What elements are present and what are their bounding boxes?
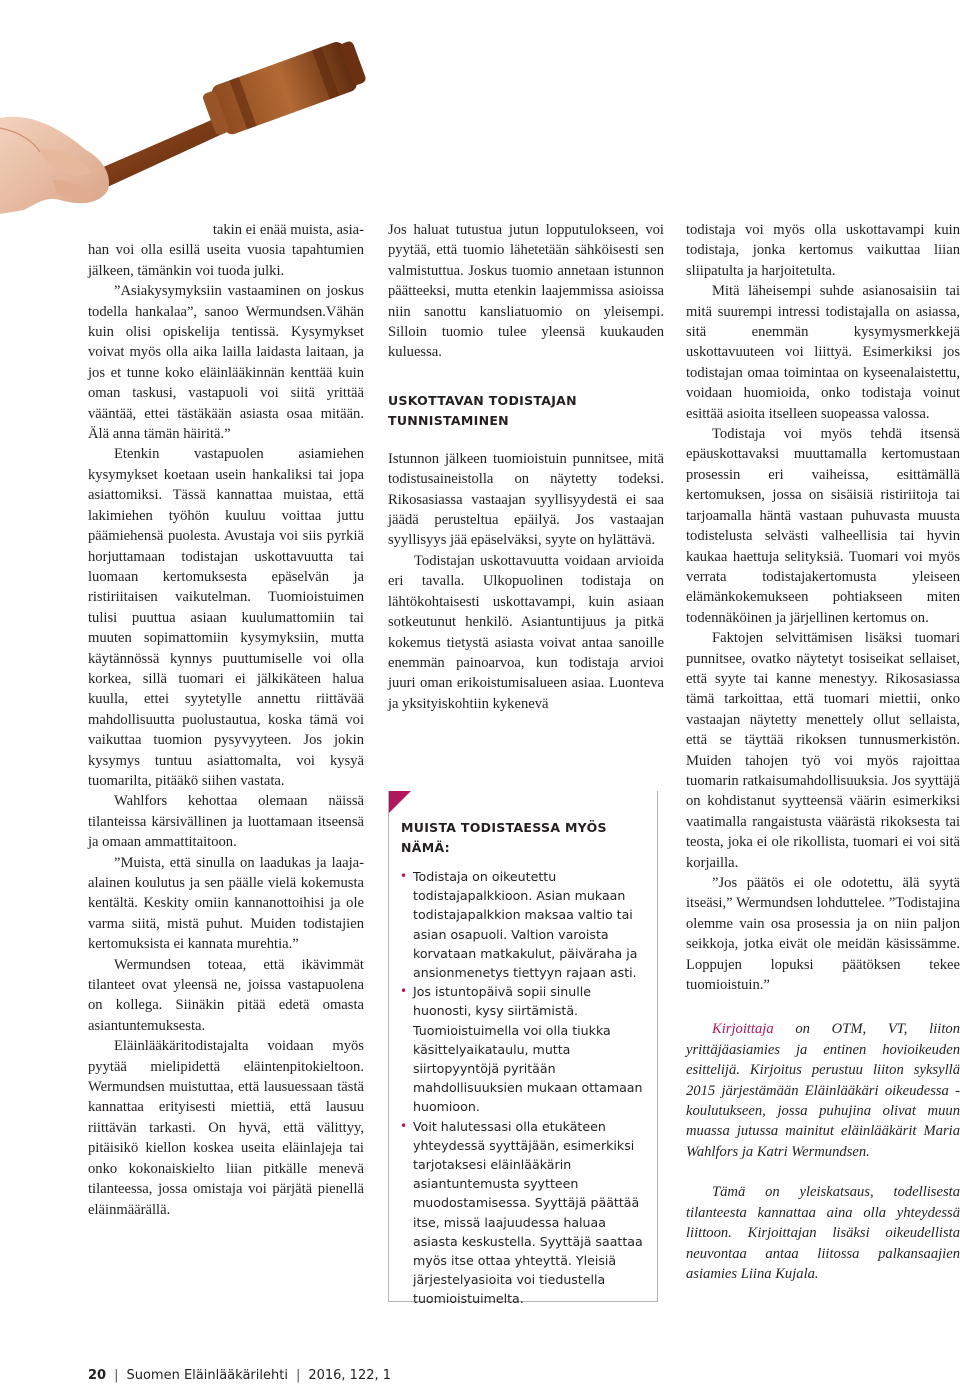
paragraph: han voi olla esillä useita vuosia tapahtumien jälkeen, tämänkin voi tuoda julki. xyxy=(88,242,364,279)
footer-separator: | xyxy=(295,1368,301,1383)
paragraph: Istunnon jälkeen tuomioistuin punnitsee, mitä todistusaineistolla on näytetty todeksi. Rikosasiassa vastaajan syyllisyydestä ei saa jäädä perusteltua epäilyä. Jos vastaajan syyllisyys jää epäselväksi, syyte on hylättävä. xyxy=(388,450,664,549)
reminder-box xyxy=(388,791,658,1307)
paragraph: ”Asiakysymyksiin vastaaminen on joskus todella hankalaa”, sanoo Wermundsen.Vähän kuin olisi opiskelija tentissä. Kysymykset voivat myös olla aika lailla laidasta laitaan, ja jos et tunne koko eläinlääkinnän kenttää kuin oman taskusi, vastapuoli voi siitä yrittää vääntää, ettei tästäkään asiasta osaa mitään. Älä anna tämän häiritä.” xyxy=(88,283,364,443)
article-column-1 xyxy=(88,220,364,1220)
paragraph: Wahlfors kehottaa olemaan näissä tilanteissa kärsivällinen ja luottamaan itseensä ja omaan ammattitaitoon. xyxy=(88,793,364,851)
list-item xyxy=(399,1117,647,1309)
publication-name: Suomen Eläinlääkärilehti xyxy=(126,1368,288,1383)
paragraph: todistaja voi myös olla uskottavampi kuin todistaja, jonka kertomus vaikuttaa liian sliipatulta ja harjoitetulta. xyxy=(686,222,960,279)
paragraph: Todistajan uskottavuutta voidaan arvioida eri tavalla. Ulkopuolinen todistaja on lähtökohtaisesti uskottavampi, kuin asiaan sotkeutunut henkilö. Asiantuntijuus ja pitkä kokemus tietystä asiasta voivat antaa sanoille enemmän painoarvoa, kun todistaja arvioi juuri oman erikoistumisalueen asiaa. Luonteva ja yksityiskohtiin kykenevä xyxy=(388,552,664,712)
paragraph: takin ei enää muista, asia- xyxy=(212,222,364,238)
paragraph: Eläinlääkäritodistajalta voidaan myös pyytää mielipidettä eläintenpitokieltoon. Wermundsen muistuttaa, että lausuessaan tästä kannattaa erityisesti miettiä, että lausuu riittävän tarkasti. On hyvä, että välittyy, pitäisikö kiellon koskea useita eläinlajeja tai onko kokonaiskielto liian pitkälle menevä tilanteessa, jossa omistaja voi pärjätä pienellä eläinmäärällä. xyxy=(88,1038,364,1218)
paragraph: Mitä läheisempi suhde asianosaisiin tai mitä suurempi intressi todistajalla on asiassa, sitä enemmän kysymysmerkkejä uskottavuuteen voi liittyä. Esimerkiksi jos todistajan omaa toimintaa on kyseenalaistettu, voidaan huomioida, onko todistaja voinut esittää asioita itselleen suopeassa valossa. xyxy=(686,283,960,422)
bullet-icon: • xyxy=(400,1118,408,1133)
paragraph: Faktojen selvittämisen lisäksi tuomari punnitsee, ovatko näytetyt tosiseikat sellaiset, että syyte tai kanne menestyy. Rikosasiassa tämä tarkoittaa, että tuomari miettii, onko vastaajan näytetty menettely ollut sellaista, että se täyttää rikoksen tunnusmerkistön. Muiden tahojen työ voi myös rajoittaa tuomarin ratkaisumahdollisuuksia. Jos syyttäjä on kohdistanut syytteensä väärin esimerkiksi vaatimalla rangaistusta väärästä rikoksesta tai teosta, joka ei ole rikollista, tuomari ei voi sitä korjailla. xyxy=(686,630,960,871)
article-column-3 xyxy=(686,220,960,1284)
author-note xyxy=(686,1019,960,1162)
gavel-illustration xyxy=(0,0,400,230)
section-heading: USKOTTAVAN TODISTAJAN TUNNISTAMINEN xyxy=(388,392,577,428)
paragraph: Etenkin vastapuolen asiamiehen kysymykset koetaan usein hankaliksi tai jopa asiattomiksi. Tässä kannattaa muistaa, että lakimiehen työhön kuuluu voittaa juttu päämiehensä puolesta. Avustaja voi siis pyrkiä horjuttamaan todistajan uskottavuutta tai luomaan kertomuksesta epäselvän ja ristiriitaisen vaikutelman. Tuomioistuimen tulisi puuttua asiaan kuulumattomiin tai muuten sopimattomiin kysymyksiin, mutta käytännössä kynnys puuttumiselle voi olla korkea, sillä tuomari ei jälkikäteen halua kuulla, ettei syytetylle annettu riittävää mahdollisuutta puolustautua, koska tämä voi vaikuttaa tuomion pysyvyyteen. Jos jokin kysymys tuntuu asiattomalta, voi kysyä tuomarilta, pitääkö siihen vastata. xyxy=(88,446,364,789)
corner-accent xyxy=(389,791,411,813)
box-title: MUISTA TODISTAESSA MYÖS NÄMÄ: xyxy=(401,820,607,855)
list-item-text: Todistaja on oikeutettu todistajapalkkioon. Asian mukaan todistajapalkkion maksaa valtio tai asian osapuoli. Valtion varoista korvataan matkakulut, päiväraha ja ansionmenetys tiettyyn rajaan asti. xyxy=(413,869,638,981)
paragraph: ”Jos päätös ei ole odotettu, älä syytä itseäsi,” Wermundsen lohduttelee. ”Todistajina olemme vain osa prosessia ja on niin paljon seikkoja, jotka eivät ole meidän käsissämme. Loppujen lopuksi päätöksen tekee tuomioistuin.” xyxy=(686,875,960,994)
issue-info: 2016, 122, 1 xyxy=(308,1368,392,1383)
page-footer xyxy=(88,1367,391,1385)
paragraph: Wermundsen toteaa, että ikävimmät tilanteet ovat yleensä ne, joissa vastapuolena on kollega. Siinäkin pitää edetä omasta asiantuntemuksesta. xyxy=(88,956,364,1034)
list-item xyxy=(399,867,647,982)
disclaimer-note: Tämä on yleiskatsaus, todellisesta tilanteesta kannattaa aina olla yhteydessä liittoon. Kirjoittajan lisäksi oikeudellista neuvontaa antaa liitossa palkansaajien asiamies Liina Kujala. xyxy=(686,1184,960,1282)
page-number: 20 xyxy=(88,1368,107,1383)
bullet-icon: • xyxy=(400,984,408,999)
list-item-text: Jos istuntopäivä sopii sinulle huonosti, kysy siirtämistä. Tuomioistuimella voi olla tiukka käsittelyaikataulu, mutta siirtopyyntöjä pyritään mahdollisuuksien mukaan ottamaan huomioon. xyxy=(413,984,643,1115)
paragraph: ”Muista, että sinulla on laadukas ja laaja-alainen koulutus ja sen päälle vielä kokemusta kentältä. Keskity omiin kannanottoihisi ja ole varma siitä, mistä puhut. Muiden todistajien kertomuksista ei kannata murehtia.” xyxy=(88,854,364,953)
author-note-text: on OTM, VT, liiton yrittäjäasiamies ja entinen hovioikeuden esittelijä. Kirjoitus perustuu liiton syksyllä 2015 järjestämään Eläinlääkäri oikeudessa -koulutukseen, jossa puhujina olivat muun muassa jutussa mainitut eläinlääkärit Maria Wahlfors ja Katri Wermundsen. xyxy=(686,1021,960,1160)
reminder-list xyxy=(399,867,647,1309)
footer-separator: | xyxy=(114,1368,119,1383)
paragraph: Todistaja voi myös tehdä itsensä epäuskottavaksi muuttamalla kertomustaan prosessin eri vaiheissa, esittämällä kertomuksen, jossa on sisäisiä ristiriitoja tai tarjoamalla häntä vastaan puhuvasta muusta todistelusta selvästi valheellisia tai hyvin kaukaa haettuja selityksiä. Tuomari voi myös verrata todistajakertomusta yleiseen elämänkokemukseen pohtiakseen miten todennäköinen ja järjellinen kertomus on. xyxy=(686,426,960,626)
list-item xyxy=(399,982,647,1116)
article-column-2 xyxy=(388,220,664,714)
paragraph: Jos haluat tutustua jutun lopputulokseen, voi pyytää, että tuomio lähetetään sähköisesti sen valmistuttua. Joskus tuomio annetaan istunnon päätteeksi, mutta etenkin laajemmissa asioissa niin sanottu kansliatuomio on yleisempi. Silloin tuomio tulee yleensä kuukauden kuluessa. xyxy=(388,222,664,361)
bullet-icon: • xyxy=(400,869,408,883)
list-item-text: Voit halutessasi olla etukäteen yhteydessä syyttäjään, esimerkiksi tarjotaksesi eläinlääkärin asiantuntemusta syytteen muodostamisessa. Syyttäjä päättää itse, missä laajuudessa haluaa asiasta keskustella. Syyttäjä saattaa myös itse ottaa yhteyttä. Yleisiä järjestelyasioita voi tiedustella tuomioistuimelta. xyxy=(413,1118,643,1307)
author-label: Kirjoittaja xyxy=(712,1021,774,1038)
